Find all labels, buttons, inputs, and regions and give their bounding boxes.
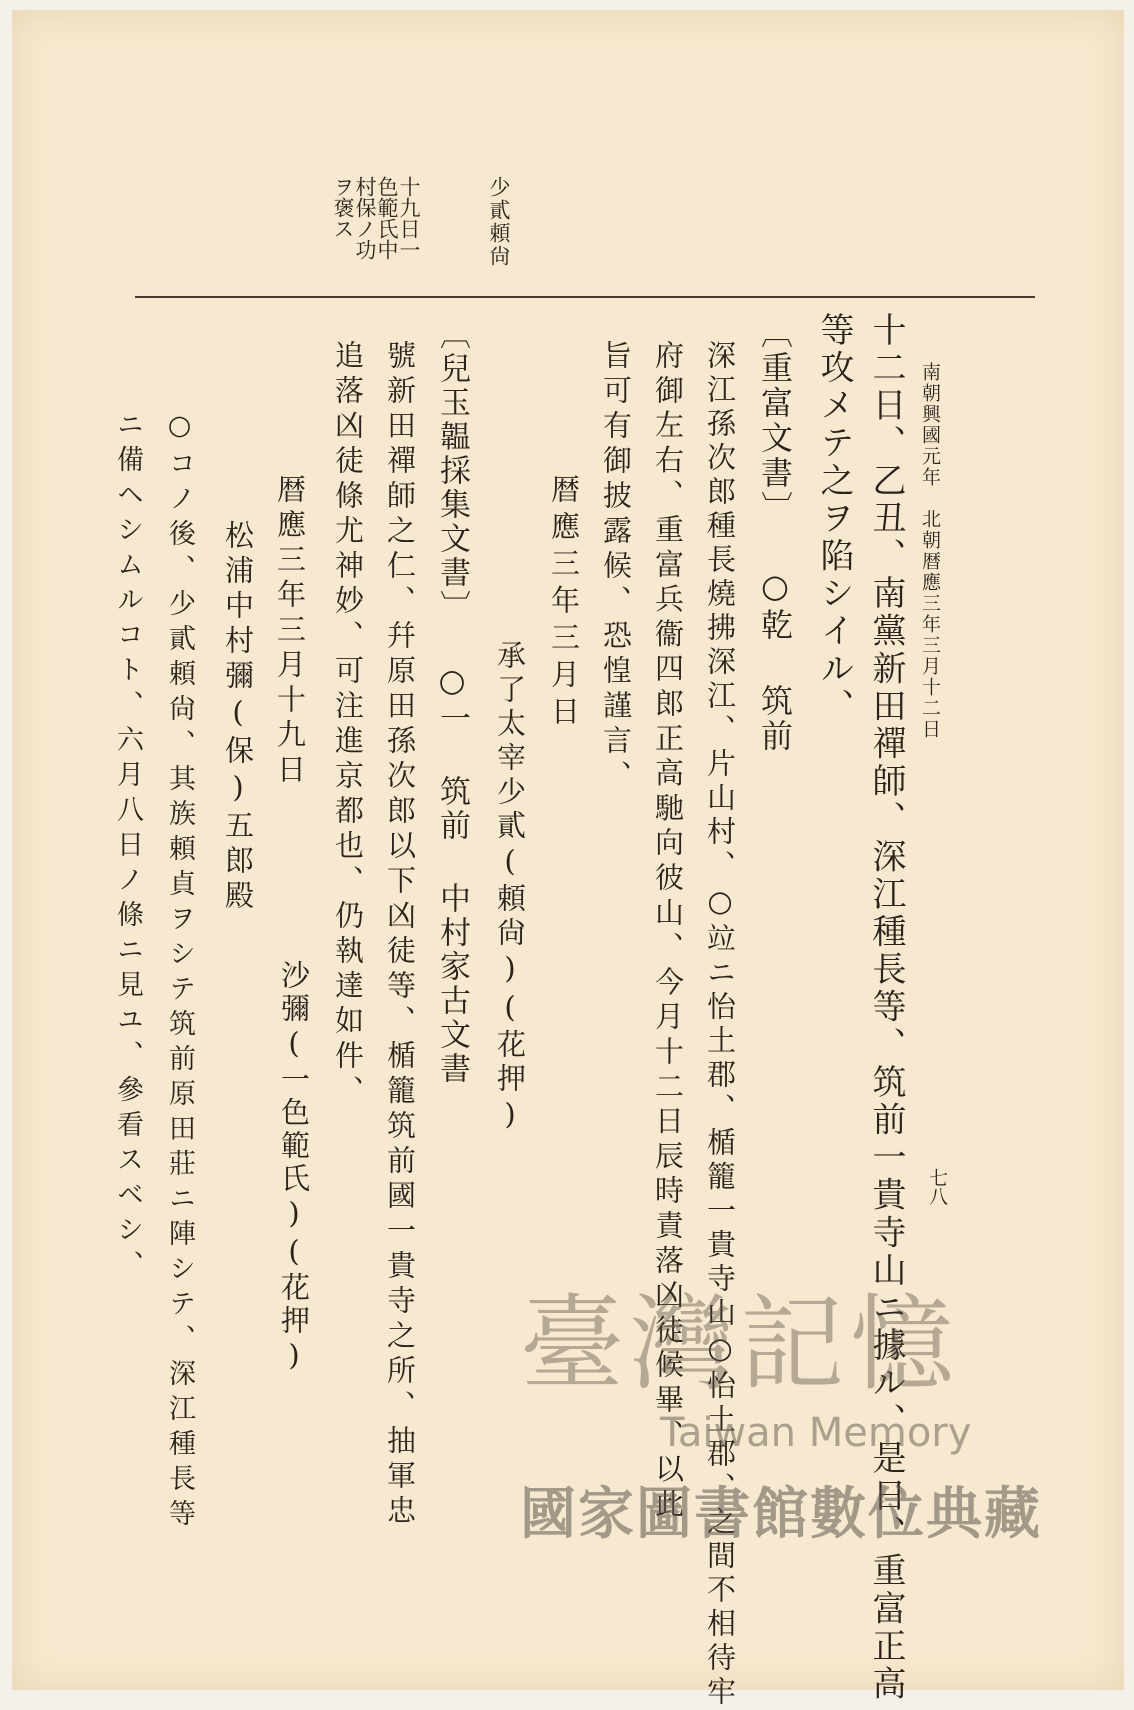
headnote-line-2: 色範氏中 [375,176,399,260]
date-line-1: 暦應三年三月日 [547,474,581,733]
running-header: 南朝興國元年 北朝暦應三年三月十二日 [919,362,941,740]
text-column-4: 深江孫次郎種長燒拂深江、片山村、○竝ニ怡土郡、楯籠一貴寺山○怡土郡、之間不相待牢 [703,340,737,1710]
headnote-line-3: 村保ノ功 [353,176,377,260]
watermark-library: 國家圖書館數位典藏 [520,1482,1042,1547]
watermark-latin: Taiwan Memory [660,1410,972,1456]
watermark [520,1260,1040,1560]
text-column-11: 追落凶徒條尤神妙、可注進京都也、仍執達如件、 [331,340,365,1110]
page-number: 七八 [926,1168,948,1206]
text-column-6: 旨可有御披露候、恐惶謹言、 [599,340,633,795]
signature-2: 沙彌(一色範氏)(花押) [277,960,311,1376]
headnote-rule [135,296,1035,298]
watermark-logo: 臺灣記憶 [520,1283,961,1405]
date-line-2: 暦應三年三月十九日 [273,474,307,789]
note-column-2: ニ備ヘシムルコト、六月八日ノ條ニ見ユ、參看スベシ、 [112,410,143,1285]
text-column-2: 等攻メテ之ヲ陷シイル、 [814,312,854,726]
source-heading-2: 〔兒玉韞採集文書〕 ○一 筑前 中村家古文書 [434,318,470,1086]
signature-1: 承了太宰少貳(頼尙)(花押) [493,640,527,1136]
addressee: 松浦中村彌(保)五郎殿 [221,520,255,915]
source-heading: 〔重富文書〕 ○乾 筑前 [756,316,794,754]
headnote-title: 少貳頼尙 [487,176,511,268]
headnote-line-4: ヲ褒ス [331,176,355,239]
text-column-5: 府御左右、重富兵衞四郎正高馳向彼山、今月十二日辰時責落凶徒候畢、以此 [651,340,685,1524]
text-column-1: 十二日、乙丑、南黨新田禪師、深江種長等、筑前一貴寺山ニ據ル、是日、重富正高 [866,312,906,1704]
note-column-1: ○コノ後、少貳頼尙、其族頼貞ヲシテ筑前原田莊ニ陣シテ、深江種長等 [164,410,195,1534]
text-column-10: 號新田禪師之仁、幷原田孫次郎以下凶徒等、楯籠筑前國一貴寺之所、抽軍忠 [383,340,417,1530]
headnote-line-1: 十九日一 [397,176,421,260]
